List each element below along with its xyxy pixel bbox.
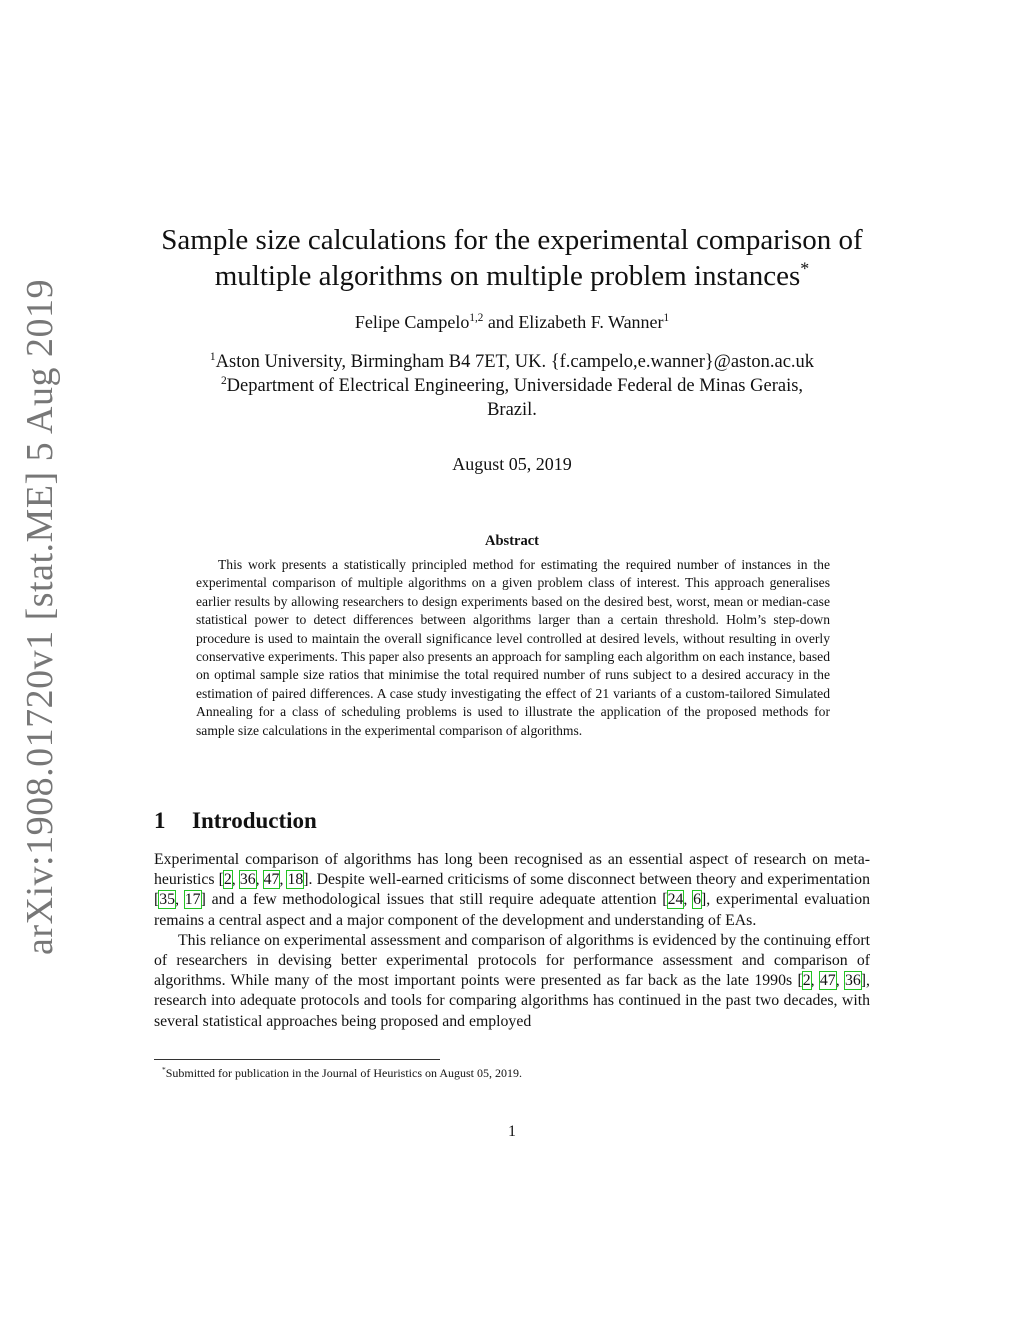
author-connector: and bbox=[483, 312, 519, 332]
citation-link[interactable]: 17 bbox=[184, 891, 201, 909]
affil-mark: 2 bbox=[220, 374, 227, 387]
citation-link[interactable]: 2 bbox=[223, 871, 232, 889]
citation-link[interactable]: 35 bbox=[159, 891, 176, 909]
citation-link[interactable]: 24 bbox=[667, 891, 684, 909]
paper-title bbox=[130, 222, 894, 294]
author-affil-mark: 1,2 bbox=[469, 312, 484, 324]
text-run: ] and a few methodological issues that still require adequate attention [ bbox=[200, 891, 668, 909]
text-run: This reliance on experimental assessment and comparison of algorithms is evidenced by the continuing effort of researchers in devising better experimental protocols for performance assessment and comparison of algorithms. While many of the most important points were presented as far back as the late 1990s [ bbox=[154, 931, 870, 990]
affiliation-1 bbox=[130, 350, 894, 374]
section-title: Introduction bbox=[192, 808, 317, 833]
abstract-heading: Abstract bbox=[485, 533, 539, 549]
paper-date: August 05, 2019 bbox=[452, 454, 572, 474]
author-name: Felipe Campelo bbox=[354, 312, 470, 332]
footnote-rule bbox=[154, 1059, 440, 1060]
affiliation-1-text: Aston University, Birmingham B4 7ET, UK. {f.campelo,e.wanner}@aston.ac.uk bbox=[215, 352, 815, 372]
citation-link[interactable]: 18 bbox=[287, 871, 304, 889]
citation-link[interactable]: 6 bbox=[693, 891, 701, 909]
affiliation-2-cont: Brazil. bbox=[487, 400, 537, 420]
affiliation-2 bbox=[130, 374, 894, 398]
author-name: Elizabeth F. Wanner bbox=[518, 312, 664, 332]
citation-link[interactable]: 36 bbox=[844, 972, 861, 990]
affil-mark: 1 bbox=[209, 350, 216, 363]
title-line-1: Sample size calculations for the experimental comparison of bbox=[161, 224, 863, 256]
separator: , bbox=[683, 891, 694, 909]
section-number: 1 bbox=[154, 808, 166, 833]
title-line-2-text: multiple algorithms on multiple problem instances bbox=[214, 260, 801, 292]
intro-body bbox=[154, 850, 870, 1032]
separator: , bbox=[835, 972, 845, 990]
citation-link[interactable]: 47 bbox=[263, 871, 280, 889]
text-run: ]. Despite well-earned criticisms of some disconnect between theory and experimentation [ bbox=[154, 871, 870, 909]
text-run: ], research into adequate protocols and tools for comparing algorithms has continued in the past two decades, with several statistical approaches being proposed and employed bbox=[154, 972, 870, 1030]
arxiv-stamp[interactable]: arXiv:1908.01720v1 [stat.ME] 5 Aug 2019 bbox=[19, 278, 61, 955]
abstract-text: This work presents a statistically principled method for estimating the required number of instances in the experimental comparison of multiple algorithms on a given problem class of interest. This approach generalises earlier results by allowing researchers to design experiments based on the desired best, worst, mean or median-case statistical power to detect differences between algorithms larger than a certain threshold. Holm’s step-down procedure is used to maintain the overall significance level controlled at desired levels, without resulting in overly conservative experiments. This paper also presents an approach for sampling each algorithm on each instance, based on optimal sample size ratios that minimise the total required number of runs subject to a desired accuracy in the estimation of paired differences. A case study investigating the effect of 21 variants of a custom-tailored Simulated Annealing for a class of scheduling problems is used to illustrate the application of the proposed methods for sample size calculations in the experimental comparison of algorithms. bbox=[196, 557, 830, 738]
footnote bbox=[154, 1066, 870, 1081]
section-heading bbox=[154, 808, 317, 834]
page-number: 1 bbox=[508, 1123, 516, 1140]
footnote-mark: * bbox=[162, 1065, 166, 1074]
paragraph bbox=[154, 931, 870, 1032]
title-line-2 bbox=[130, 258, 894, 294]
separator: , bbox=[255, 871, 264, 889]
citation-link[interactable]: 47 bbox=[819, 972, 836, 990]
author-list bbox=[130, 312, 894, 333]
footnote-text: Submitted for publication in the Journal of Heuristics on August 05, 2019. bbox=[165, 1066, 523, 1080]
separator: , bbox=[810, 972, 820, 990]
text-run: Experimental comparison of algorithms has long been recognised as an essential aspect of research on meta-heuristics [ bbox=[154, 851, 870, 889]
separator: , bbox=[279, 871, 288, 889]
citation-link[interactable]: 36 bbox=[239, 871, 256, 889]
author-affil-mark: 1 bbox=[663, 312, 670, 324]
title-footnote-mark[interactable]: * bbox=[800, 258, 810, 279]
text-run: ], experimental evaluation remains a central aspect and a major component of the development and understanding of EAs. bbox=[154, 891, 870, 929]
citation-link[interactable]: 2 bbox=[802, 972, 811, 990]
affiliations bbox=[130, 350, 894, 422]
paragraph bbox=[154, 850, 870, 931]
separator: , bbox=[175, 891, 185, 909]
separator: , bbox=[231, 871, 240, 889]
affiliation-2-text: Department of Electrical Engineering, Universidade Federal de Minas Gerais, bbox=[226, 376, 804, 396]
